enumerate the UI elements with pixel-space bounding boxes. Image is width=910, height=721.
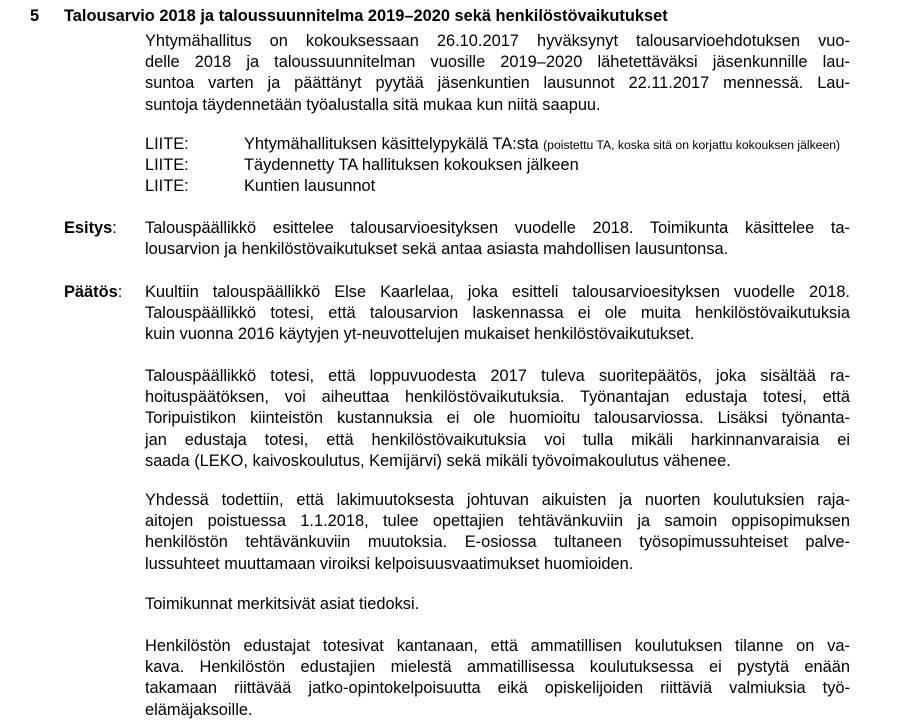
paatos-line: kava. Henkilöstön edustajien mielestä ammatillisessa koulutuksessa ei pystytä enään xyxy=(145,658,850,677)
paatos-paragraph-5 xyxy=(145,636,850,721)
attachment-list xyxy=(145,134,910,198)
paatos-line: hoituspäätöksen, voi aiheuttaa henkilöstövaikutuksia. Työnantajan edustaja totesi, että xyxy=(145,388,850,407)
paatos-line: kuin vuonna 2016 käytyjen yt-neuvottelujen mukaiset henkilöstövaikutukset. xyxy=(145,325,695,344)
attachment-item xyxy=(145,176,910,197)
attachment-label: LIITE: xyxy=(145,135,189,153)
paatos-label: Päätös: xyxy=(64,283,123,301)
attachment-item xyxy=(145,155,910,176)
section-title: Talousarvio 2018 ja taloussuunnitelma 2019–2020 sekä henkilöstövaikutukset xyxy=(64,7,668,25)
intro-paragraph xyxy=(145,31,850,116)
paatos-line: Henkilöstön edustajat totesivat kantanaan, että ammatillisen koulutuksen tilanne on va- xyxy=(145,637,850,655)
paatos-line: Yhdessä todettiin, että lakimuutoksesta johtuvan aikuisten ja nuorten koulutuksien raja- xyxy=(145,491,850,509)
esitys-label: Esitys: xyxy=(64,219,117,237)
paatos-line: Talouspäällikkö totesi, että loppuvuodesta 2017 tuleva suoritepäätös, joka sisältää ra- xyxy=(145,367,850,385)
paatos-paragraph-1 xyxy=(145,282,850,346)
esitys-paragraph xyxy=(145,218,850,260)
paatos-line: Toripuistikon kiinteistön kustannuksia ei ole huomioitu talousarviossa. Lisäksi työnanta- xyxy=(145,409,850,428)
paatos-line: Talouspäällikkö totesi, että talousarvion laskennassa ei ole muita henkilöstövaikutuksia xyxy=(145,304,850,323)
paatos-line: Toimikunnat merkitsivät asiat tiedoksi. xyxy=(145,595,420,613)
paatos-line: takamaan riittävää jatko-opintokelpoisuutta eikä opiskelijoiden riittäviä valmiuksia työ- xyxy=(145,679,850,698)
paatos-paragraph-4 xyxy=(145,594,850,615)
paatos-line: aitojen poistuessa 1.1.2018, tulee opettajien tehtävänkuviin ja samoin oppisopimuksen xyxy=(145,512,850,531)
paatos-line: Kuultiin talouspäällikkö Else Kaarlelaa, joka esitteli talousarvioesityksen vuodelle 2018. xyxy=(145,283,850,301)
paatos-line: henkilöstön tehtävänkuviin muutoksia. E-osiossa tultaneen työsopimussuhteiset palve- xyxy=(145,533,850,552)
paatos-paragraph-3 xyxy=(145,490,850,575)
attachment-note: (poistettu TA, koska sitä on korjattu kokouksen jälkeen) xyxy=(543,138,841,152)
attachment-text: Yhtymähallituksen käsittelypykälä TA:sta xyxy=(244,135,539,153)
intro-line: suntoa varten ja päättänyt pyytää jäsenkuntien lausunnot 22.11.2017 mennessä. Lau- xyxy=(145,74,850,93)
paatos-line: lussuhteet muuttamaan viroiksi kelpoisuusvaatimukset huomioiden. xyxy=(145,554,634,573)
section-number: 5 xyxy=(30,7,40,25)
attachment-label: LIITE: xyxy=(145,177,189,196)
intro-line: suntoja täydennetään työalustalla sitä mukaa kun niitä saapuu. xyxy=(145,95,601,114)
esitys-line: Talouspäällikkö esittelee talousarvioesityksen vuodelle 2018. Toimikunta käsittelee ta- xyxy=(145,219,850,237)
attachment-text: Täydennetty TA hallituksen kokouksen jälkeen xyxy=(244,156,579,175)
paatos-line: saada (LEKO, kaivoskoulutus, Kemijärvi) sekä mikäli työvoimakoulutus vähenee. xyxy=(145,451,731,470)
intro-line: delle 2018 ja taloussuunnitelman vuosille 2019–2020 lähetettäväksi jäsenkunnille lau- xyxy=(145,53,850,72)
intro-line: Yhtymähallitus on kokouksessaan 26.10.2017 hyväksynyt talousarvioehdotuksen vuo- xyxy=(145,32,850,50)
attachment-label: LIITE: xyxy=(145,156,189,175)
paatos-line: jan edustaja totesi, että henkilöstövaikutuksia voi tulla mikäli harkinnanvaraisia ei xyxy=(145,430,850,449)
paatos-line: elämäjaksoille. xyxy=(145,700,253,719)
attachment-text: Kuntien lausunnot xyxy=(244,177,376,196)
attachment-item xyxy=(145,134,910,155)
paatos-paragraph-2 xyxy=(145,366,850,472)
esitys-line: lousarvion ja henkilöstövaikutukset sekä antaa asiasta mahdollisen lausuntonsa. xyxy=(145,240,729,259)
